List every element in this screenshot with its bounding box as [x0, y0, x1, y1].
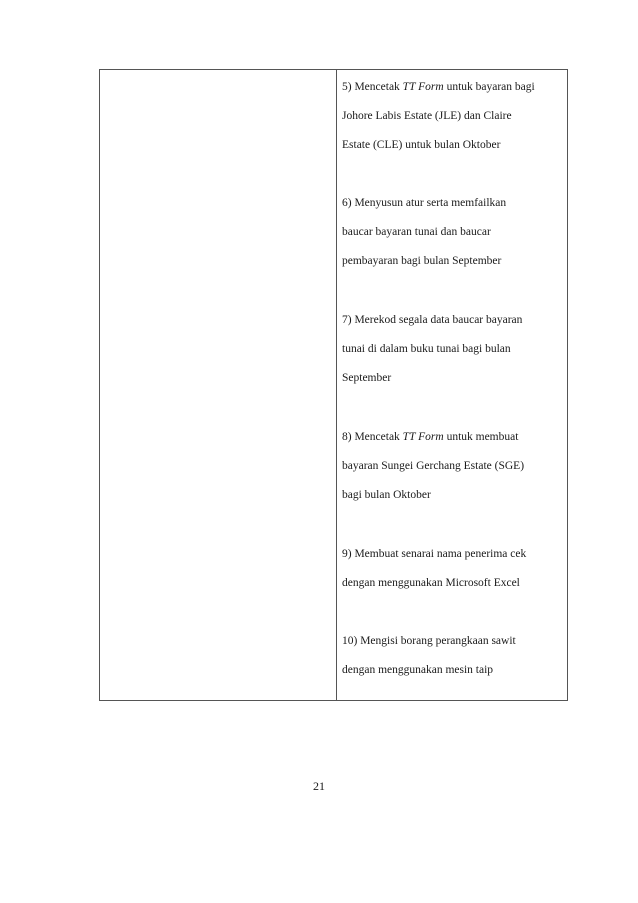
- item-line: tunai di dalam buku tunai bagi bulan: [342, 343, 511, 355]
- item-line: 7) Merekod segala data baucar bayaran: [342, 314, 523, 326]
- list-item-10: [342, 627, 566, 685]
- item-line: bagi bulan Oktober: [342, 489, 431, 501]
- item-line: dengan menggunakan Microsoft Excel: [342, 577, 520, 589]
- item-line: Johore Labis Estate (JLE) dan Claire: [342, 110, 512, 122]
- page-number: 21: [313, 779, 325, 793]
- item-line: pembayaran bagi bulan September: [342, 255, 502, 267]
- item-line: September: [342, 372, 392, 384]
- activity-table: [99, 69, 568, 701]
- table-left-cell: [100, 70, 336, 700]
- item-line: 9) Membuat senarai nama penerima cek: [342, 548, 527, 560]
- list-item-6: [342, 189, 566, 276]
- item-line: 10) Mengisi borang perangkaan sawit: [342, 635, 516, 647]
- list-item-9: [342, 540, 566, 598]
- item-line: 6) Menyusun atur serta memfailkan: [342, 197, 507, 209]
- item-line: 8) Mencetak TT Form untuk membuat: [342, 431, 519, 443]
- item-line: bayaran Sungei Gerchang Estate (SGE): [342, 460, 525, 472]
- list-item-5: [342, 73, 566, 160]
- table-right-cell: [337, 70, 567, 700]
- list-item-7: [342, 306, 566, 393]
- item-line: baucar bayaran tunai dan baucar: [342, 226, 491, 238]
- item-line: dengan menggunakan mesin taip: [342, 664, 494, 676]
- item-line: 5) Mencetak TT Form untuk bayaran bagi: [342, 81, 535, 93]
- item-line: Estate (CLE) untuk bulan Oktober: [342, 139, 501, 151]
- list-item-8: [342, 423, 566, 510]
